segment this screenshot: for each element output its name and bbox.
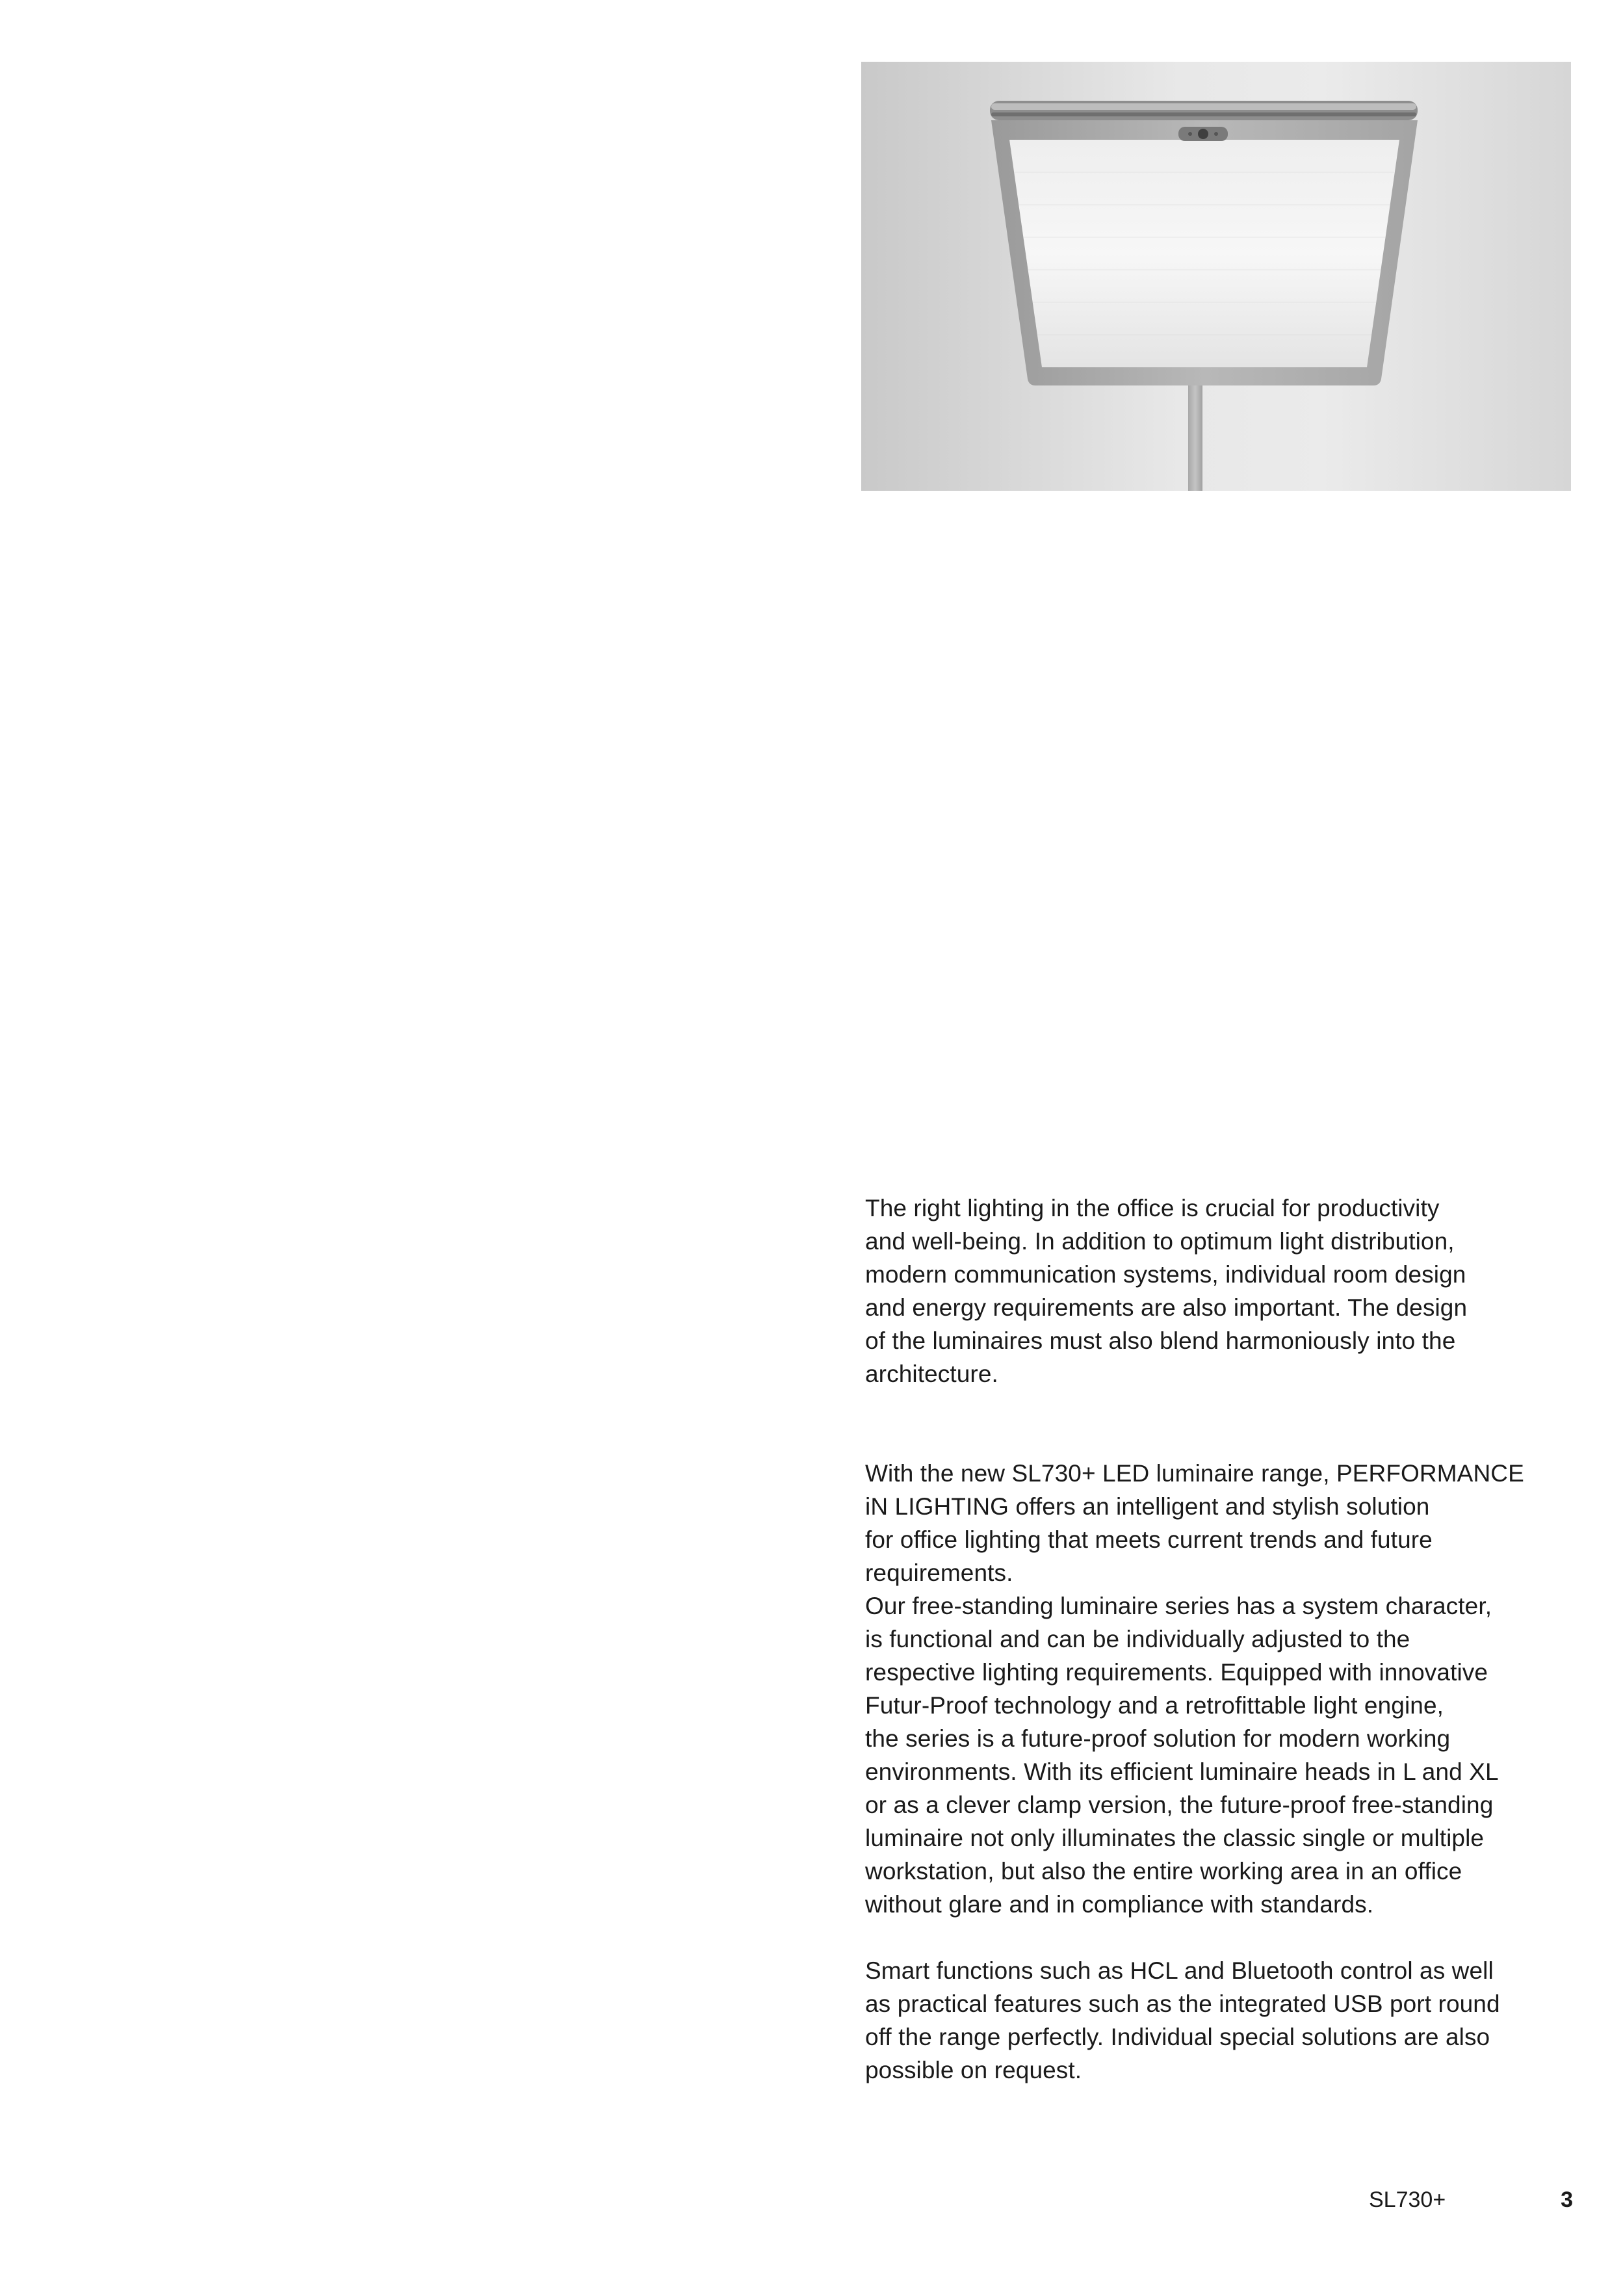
page-number: 3: [1561, 2187, 1573, 2212]
body-text: [865, 1192, 1574, 2087]
lamp-diffuser: [1009, 140, 1399, 367]
features-paragraph: Smart functions such as HCL and Bluetooth control as well as practical features such as the integrated USB port round off the range perfectly. Individual special solutions are also possible on request.: [865, 1957, 1500, 2083]
intro-paragraph: The right lighting in the office is crucial for productivity and well-being. In addition to optimum light distribution, modern communication systems, individual room design and energy requirements are also important. The design of the luminaires must also blend harmoniously into the architecture.: [865, 1195, 1468, 1387]
series-paragraph: Our free-standing luminaire series has a system character, is functional and can be individually adjusted to the respective lighting requirements. Equipped with innovative Futur-Proof technology and a retrofittable light engine, the series is a future-proof solution for modern working environments. With its efficient luminaire heads in L and XL or as a clever clamp version, the future-proof free-standing luminaire not only illuminates the classic single or multiple workstation, but also the entire working area in an office without glare and in compliance with standards.: [865, 1593, 1499, 1918]
product-photo: [861, 62, 1571, 491]
footer-product-name: SL730+: [1369, 2187, 1446, 2212]
lamp-pole: [1188, 380, 1202, 491]
floor-lamp-illustration: [861, 62, 1571, 491]
range-paragraph: With the new SL730+ LED luminaire range, PERFORMANCE iN LIGHTING offers an intelligent and stylish solution for office lighting that meets current trends and future requirements.: [865, 1460, 1524, 1586]
